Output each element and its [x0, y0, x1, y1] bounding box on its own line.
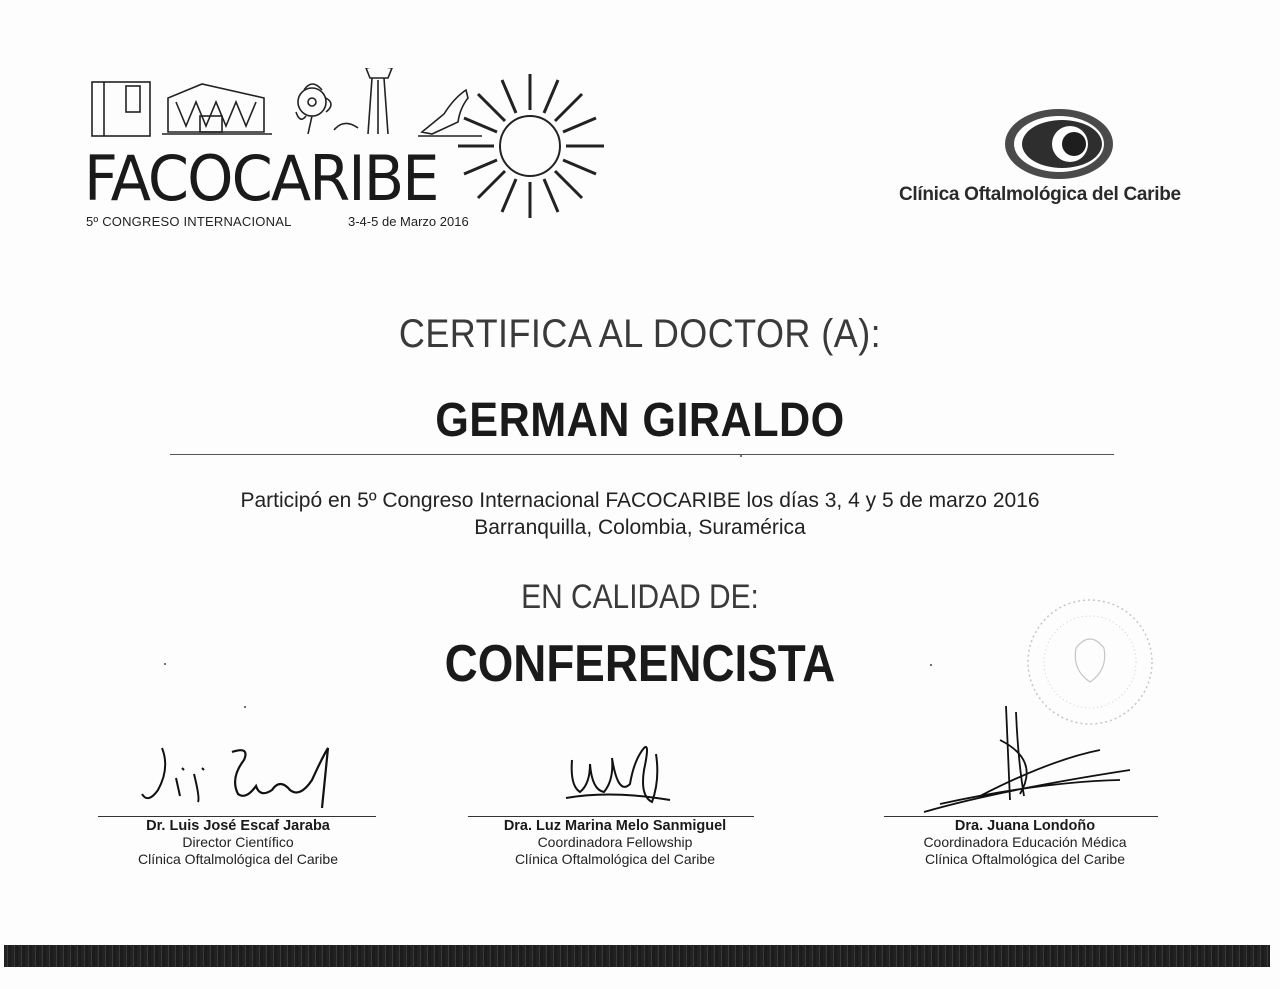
- scan-speck: [930, 664, 932, 666]
- signatory-organization: Clínica Oftalmológica del Caribe: [925, 851, 1125, 867]
- event-logo-dates: 3-4-5 de Marzo 2016: [348, 214, 469, 229]
- signature-escaf: [140, 738, 340, 818]
- signatory-block: [470, 818, 760, 868]
- clinic-logo-name: Clínica Oftalmológica del Caribe: [899, 184, 1181, 205]
- footer-band: [4, 945, 1270, 967]
- clinic-eye-logo: [1002, 106, 1116, 182]
- signatory-name: Dra. Juana Londoño: [954, 818, 1096, 834]
- scan-speck: [244, 706, 246, 708]
- signature-line: [468, 816, 754, 817]
- signatory-organization: Clínica Oftalmológica del Caribe: [515, 851, 715, 867]
- signatory-title: Coordinadora Educación Médica: [923, 834, 1127, 850]
- participation-text: Participó en 5º Congreso Internacional FACOCARIBE los días 3, 4 y 5 de marzo 2016: [240, 489, 1040, 512]
- role-heading: EN CALIDAD DE:: [521, 578, 759, 616]
- signatory-block: [880, 818, 1170, 868]
- event-logo-title: FACOCARIBE: [84, 142, 438, 215]
- signatory-name: Dr. Luis José Escaf Jaraba: [146, 818, 330, 834]
- role-value: CONFERENCISTA: [444, 635, 836, 693]
- event-logo-subtitle: 5º CONGRESO INTERNACIONAL: [86, 214, 292, 229]
- certificate-heading: CERTIFICA AL DOCTOR (A):: [398, 312, 882, 356]
- signatory-title: Coordinadora Fellowship: [537, 834, 693, 850]
- signature-melo: [560, 740, 680, 816]
- signatory-title: Director Científico: [182, 834, 294, 850]
- scan-speck: [164, 663, 166, 665]
- recipient-name: GERMAN GIRALDO: [435, 394, 845, 447]
- participation-location: Barranquilla, Colombia, Suramérica: [474, 516, 806, 539]
- signatory-organization: Clínica Oftalmológica del Caribe: [138, 851, 338, 867]
- signature-line: [98, 816, 376, 817]
- signature-line: [884, 816, 1158, 817]
- signatory-name: Dra. Luz Marina Melo Sanmiguel: [503, 818, 727, 834]
- signatory-block: [98, 818, 378, 868]
- scan-speck: [740, 455, 742, 457]
- signature-londono: [920, 700, 1150, 820]
- recipient-underline: [170, 454, 1114, 455]
